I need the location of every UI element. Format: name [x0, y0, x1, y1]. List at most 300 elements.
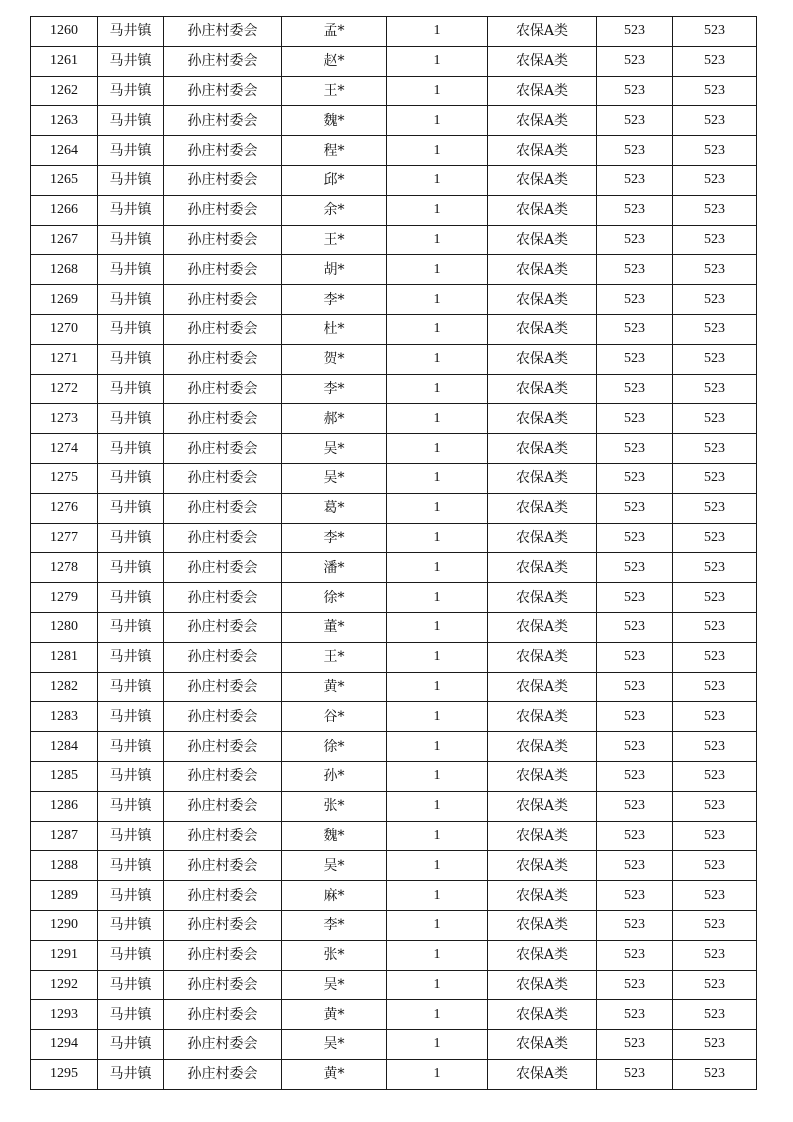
table-row: [31, 732, 757, 762]
cell-person-count: 1: [387, 940, 488, 970]
cell-serial-number: 1263: [31, 106, 98, 136]
cell-village-committee: 孙庄村委会: [164, 821, 282, 851]
cell-serial-number: 1280: [31, 612, 98, 642]
cell-town: 马井镇: [98, 940, 164, 970]
cell-village-committee: 孙庄村委会: [164, 136, 282, 166]
cell-town: 马井镇: [98, 583, 164, 613]
cell-standard-amount: 523: [597, 195, 673, 225]
cell-payment-amount: 523: [673, 1030, 757, 1060]
cell-village-committee: 孙庄村委会: [164, 76, 282, 106]
cell-serial-number: 1279: [31, 583, 98, 613]
table-row: [31, 791, 757, 821]
cell-person-count: 1: [387, 463, 488, 493]
cell-village-committee: 孙庄村委会: [164, 881, 282, 911]
cell-serial-number: 1283: [31, 702, 98, 732]
cell-town: 马井镇: [98, 195, 164, 225]
cell-standard-amount: 523: [597, 970, 673, 1000]
cell-person-count: 1: [387, 255, 488, 285]
table-row: [31, 285, 757, 315]
cell-person-name: 李*: [282, 910, 387, 940]
cell-village-committee: 孙庄村委会: [164, 106, 282, 136]
table-row: [31, 255, 757, 285]
cell-person-count: 1: [387, 523, 488, 553]
cell-town: 马井镇: [98, 821, 164, 851]
cell-standard-amount: 523: [597, 642, 673, 672]
cell-insurance-category: 农保A类: [488, 1030, 597, 1060]
cell-payment-amount: 523: [673, 910, 757, 940]
cell-standard-amount: 523: [597, 76, 673, 106]
cell-village-committee: 孙庄村委会: [164, 165, 282, 195]
cell-insurance-category: 农保A类: [488, 583, 597, 613]
cell-person-name: 李*: [282, 285, 387, 315]
cell-payment-amount: 523: [673, 404, 757, 434]
cell-insurance-category: 农保A类: [488, 1000, 597, 1030]
cell-standard-amount: 523: [597, 17, 673, 47]
cell-village-committee: 孙庄村委会: [164, 1000, 282, 1030]
cell-standard-amount: 523: [597, 463, 673, 493]
cell-town: 马井镇: [98, 17, 164, 47]
cell-town: 马井镇: [98, 314, 164, 344]
table-row: [31, 463, 757, 493]
cell-payment-amount: 523: [673, 434, 757, 464]
table-row: [31, 76, 757, 106]
cell-person-name: 吴*: [282, 851, 387, 881]
cell-person-count: 1: [387, 493, 488, 523]
table-row: [31, 404, 757, 434]
cell-insurance-category: 农保A类: [488, 523, 597, 553]
cell-serial-number: 1289: [31, 881, 98, 911]
cell-person-name: 胡*: [282, 255, 387, 285]
cell-person-count: 1: [387, 46, 488, 76]
cell-village-committee: 孙庄村委会: [164, 970, 282, 1000]
cell-village-committee: 孙庄村委会: [164, 374, 282, 404]
cell-payment-amount: 523: [673, 46, 757, 76]
cell-payment-amount: 523: [673, 821, 757, 851]
cell-village-committee: 孙庄村委会: [164, 583, 282, 613]
cell-payment-amount: 523: [673, 344, 757, 374]
cell-standard-amount: 523: [597, 791, 673, 821]
cell-town: 马井镇: [98, 285, 164, 315]
cell-person-name: 贺*: [282, 344, 387, 374]
cell-village-committee: 孙庄村委会: [164, 17, 282, 47]
table-body: [31, 17, 757, 1090]
cell-serial-number: 1288: [31, 851, 98, 881]
cell-person-count: 1: [387, 553, 488, 583]
cell-town: 马井镇: [98, 136, 164, 166]
cell-person-count: 1: [387, 404, 488, 434]
table-row: [31, 314, 757, 344]
cell-insurance-category: 农保A类: [488, 225, 597, 255]
cell-village-committee: 孙庄村委会: [164, 553, 282, 583]
cell-payment-amount: 523: [673, 255, 757, 285]
table-row: [31, 881, 757, 911]
cell-person-name: 徐*: [282, 732, 387, 762]
cell-serial-number: 1275: [31, 463, 98, 493]
cell-town: 马井镇: [98, 106, 164, 136]
cell-person-count: 1: [387, 374, 488, 404]
cell-standard-amount: 523: [597, 285, 673, 315]
cell-insurance-category: 农保A类: [488, 46, 597, 76]
cell-person-count: 1: [387, 910, 488, 940]
cell-insurance-category: 农保A类: [488, 314, 597, 344]
cell-payment-amount: 523: [673, 106, 757, 136]
cell-standard-amount: 523: [597, 910, 673, 940]
cell-serial-number: 1265: [31, 165, 98, 195]
cell-insurance-category: 农保A类: [488, 285, 597, 315]
cell-standard-amount: 523: [597, 493, 673, 523]
cell-serial-number: 1292: [31, 970, 98, 1000]
cell-insurance-category: 农保A类: [488, 1059, 597, 1089]
cell-person-name: 董*: [282, 612, 387, 642]
cell-town: 马井镇: [98, 225, 164, 255]
cell-insurance-category: 农保A类: [488, 821, 597, 851]
cell-payment-amount: 523: [673, 940, 757, 970]
cell-village-committee: 孙庄村委会: [164, 642, 282, 672]
cell-person-name: 黄*: [282, 1059, 387, 1089]
cell-person-count: 1: [387, 1030, 488, 1060]
table-row: [31, 910, 757, 940]
document-page: [30, 16, 756, 1090]
cell-serial-number: 1278: [31, 553, 98, 583]
cell-payment-amount: 523: [673, 732, 757, 762]
cell-payment-amount: 523: [673, 17, 757, 47]
cell-insurance-category: 农保A类: [488, 165, 597, 195]
cell-insurance-category: 农保A类: [488, 553, 597, 583]
cell-person-name: 王*: [282, 642, 387, 672]
cell-insurance-category: 农保A类: [488, 434, 597, 464]
cell-insurance-category: 农保A类: [488, 136, 597, 166]
table-row: [31, 106, 757, 136]
cell-person-name: 王*: [282, 225, 387, 255]
cell-person-count: 1: [387, 583, 488, 613]
cell-village-committee: 孙庄村委会: [164, 612, 282, 642]
cell-village-committee: 孙庄村委会: [164, 761, 282, 791]
cell-town: 马井镇: [98, 761, 164, 791]
cell-person-count: 1: [387, 672, 488, 702]
cell-insurance-category: 农保A类: [488, 761, 597, 791]
cell-person-count: 1: [387, 225, 488, 255]
cell-insurance-category: 农保A类: [488, 255, 597, 285]
cell-payment-amount: 523: [673, 553, 757, 583]
cell-payment-amount: 523: [673, 612, 757, 642]
cell-payment-amount: 523: [673, 583, 757, 613]
cell-town: 马井镇: [98, 1059, 164, 1089]
cell-standard-amount: 523: [597, 404, 673, 434]
cell-person-count: 1: [387, 314, 488, 344]
cell-serial-number: 1284: [31, 732, 98, 762]
cell-village-committee: 孙庄村委会: [164, 791, 282, 821]
cell-town: 马井镇: [98, 46, 164, 76]
cell-insurance-category: 农保A类: [488, 732, 597, 762]
cell-standard-amount: 523: [597, 344, 673, 374]
table-row: [31, 434, 757, 464]
cell-insurance-category: 农保A类: [488, 851, 597, 881]
table-row: [31, 344, 757, 374]
cell-insurance-category: 农保A类: [488, 970, 597, 1000]
cell-person-count: 1: [387, 851, 488, 881]
cell-person-name: 李*: [282, 523, 387, 553]
cell-town: 马井镇: [98, 434, 164, 464]
cell-payment-amount: 523: [673, 791, 757, 821]
cell-serial-number: 1293: [31, 1000, 98, 1030]
table-row: [31, 1059, 757, 1089]
cell-village-committee: 孙庄村委会: [164, 1030, 282, 1060]
cell-serial-number: 1276: [31, 493, 98, 523]
table-row: [31, 165, 757, 195]
cell-town: 马井镇: [98, 851, 164, 881]
cell-insurance-category: 农保A类: [488, 493, 597, 523]
cell-serial-number: 1286: [31, 791, 98, 821]
cell-standard-amount: 523: [597, 523, 673, 553]
cell-insurance-category: 农保A类: [488, 881, 597, 911]
cell-standard-amount: 523: [597, 851, 673, 881]
cell-village-committee: 孙庄村委会: [164, 46, 282, 76]
cell-person-count: 1: [387, 791, 488, 821]
cell-payment-amount: 523: [673, 642, 757, 672]
table-row: [31, 642, 757, 672]
cell-person-name: 徐*: [282, 583, 387, 613]
cell-standard-amount: 523: [597, 672, 673, 702]
cell-payment-amount: 523: [673, 702, 757, 732]
cell-person-name: 孙*: [282, 761, 387, 791]
cell-serial-number: 1261: [31, 46, 98, 76]
cell-person-count: 1: [387, 881, 488, 911]
cell-payment-amount: 523: [673, 523, 757, 553]
cell-village-committee: 孙庄村委会: [164, 195, 282, 225]
cell-payment-amount: 523: [673, 195, 757, 225]
cell-town: 马井镇: [98, 344, 164, 374]
cell-standard-amount: 523: [597, 732, 673, 762]
cell-standard-amount: 523: [597, 761, 673, 791]
table-row: [31, 553, 757, 583]
cell-serial-number: 1295: [31, 1059, 98, 1089]
table-row: [31, 136, 757, 166]
cell-insurance-category: 农保A类: [488, 404, 597, 434]
cell-person-name: 李*: [282, 374, 387, 404]
cell-person-name: 程*: [282, 136, 387, 166]
cell-serial-number: 1291: [31, 940, 98, 970]
cell-person-name: 黄*: [282, 672, 387, 702]
cell-serial-number: 1260: [31, 17, 98, 47]
cell-person-count: 1: [387, 344, 488, 374]
cell-payment-amount: 523: [673, 165, 757, 195]
cell-payment-amount: 523: [673, 76, 757, 106]
cell-person-count: 1: [387, 434, 488, 464]
cell-village-committee: 孙庄村委会: [164, 940, 282, 970]
cell-serial-number: 1271: [31, 344, 98, 374]
cell-village-committee: 孙庄村委会: [164, 344, 282, 374]
cell-person-name: 潘*: [282, 553, 387, 583]
cell-person-name: 魏*: [282, 821, 387, 851]
cell-serial-number: 1287: [31, 821, 98, 851]
cell-insurance-category: 农保A类: [488, 612, 597, 642]
cell-village-committee: 孙庄村委会: [164, 702, 282, 732]
cell-payment-amount: 523: [673, 374, 757, 404]
cell-serial-number: 1277: [31, 523, 98, 553]
cell-town: 马井镇: [98, 881, 164, 911]
cell-payment-amount: 523: [673, 851, 757, 881]
cell-standard-amount: 523: [597, 255, 673, 285]
cell-insurance-category: 农保A类: [488, 702, 597, 732]
cell-town: 马井镇: [98, 672, 164, 702]
table-row: [31, 46, 757, 76]
cell-person-name: 谷*: [282, 702, 387, 732]
table-row: [31, 821, 757, 851]
cell-village-committee: 孙庄村委会: [164, 851, 282, 881]
cell-serial-number: 1272: [31, 374, 98, 404]
cell-serial-number: 1273: [31, 404, 98, 434]
cell-person-name: 吴*: [282, 970, 387, 1000]
table-row: [31, 1000, 757, 1030]
cell-serial-number: 1290: [31, 910, 98, 940]
cell-person-count: 1: [387, 106, 488, 136]
beneficiary-table: [30, 16, 757, 1090]
cell-insurance-category: 农保A类: [488, 76, 597, 106]
cell-town: 马井镇: [98, 702, 164, 732]
table-row: [31, 702, 757, 732]
cell-payment-amount: 523: [673, 225, 757, 255]
cell-payment-amount: 523: [673, 1059, 757, 1089]
table-row: [31, 761, 757, 791]
cell-standard-amount: 523: [597, 136, 673, 166]
cell-insurance-category: 农保A类: [488, 344, 597, 374]
cell-person-name: 魏*: [282, 106, 387, 136]
cell-village-committee: 孙庄村委会: [164, 314, 282, 344]
table-row: [31, 672, 757, 702]
cell-payment-amount: 523: [673, 970, 757, 1000]
cell-standard-amount: 523: [597, 374, 673, 404]
cell-standard-amount: 523: [597, 702, 673, 732]
cell-person-name: 张*: [282, 791, 387, 821]
cell-village-committee: 孙庄村委会: [164, 463, 282, 493]
table-row: [31, 523, 757, 553]
cell-person-count: 1: [387, 1059, 488, 1089]
cell-town: 马井镇: [98, 553, 164, 583]
cell-standard-amount: 523: [597, 1000, 673, 1030]
cell-payment-amount: 523: [673, 493, 757, 523]
cell-serial-number: 1268: [31, 255, 98, 285]
cell-town: 马井镇: [98, 612, 164, 642]
cell-standard-amount: 523: [597, 314, 673, 344]
cell-person-name: 孟*: [282, 17, 387, 47]
cell-payment-amount: 523: [673, 463, 757, 493]
cell-insurance-category: 农保A类: [488, 106, 597, 136]
cell-standard-amount: 523: [597, 225, 673, 255]
cell-payment-amount: 523: [673, 881, 757, 911]
table-row: [31, 17, 757, 47]
cell-town: 马井镇: [98, 374, 164, 404]
cell-village-committee: 孙庄村委会: [164, 493, 282, 523]
table-row: [31, 225, 757, 255]
cell-person-name: 赵*: [282, 46, 387, 76]
cell-person-name: 吴*: [282, 463, 387, 493]
cell-village-committee: 孙庄村委会: [164, 910, 282, 940]
cell-person-name: 吴*: [282, 434, 387, 464]
cell-person-count: 1: [387, 17, 488, 47]
cell-payment-amount: 523: [673, 136, 757, 166]
cell-village-committee: 孙庄村委会: [164, 285, 282, 315]
cell-person-count: 1: [387, 1000, 488, 1030]
cell-insurance-category: 农保A类: [488, 463, 597, 493]
cell-person-count: 1: [387, 136, 488, 166]
cell-person-name: 麻*: [282, 881, 387, 911]
cell-standard-amount: 523: [597, 46, 673, 76]
cell-village-committee: 孙庄村委会: [164, 255, 282, 285]
cell-person-name: 吴*: [282, 1030, 387, 1060]
cell-town: 马井镇: [98, 1030, 164, 1060]
cell-person-name: 黄*: [282, 1000, 387, 1030]
cell-town: 马井镇: [98, 642, 164, 672]
cell-payment-amount: 523: [673, 672, 757, 702]
cell-town: 马井镇: [98, 255, 164, 285]
cell-insurance-category: 农保A类: [488, 642, 597, 672]
cell-insurance-category: 农保A类: [488, 672, 597, 702]
cell-person-count: 1: [387, 761, 488, 791]
cell-village-committee: 孙庄村委会: [164, 1059, 282, 1089]
cell-person-count: 1: [387, 821, 488, 851]
cell-person-name: 邱*: [282, 165, 387, 195]
cell-town: 马井镇: [98, 76, 164, 106]
cell-payment-amount: 523: [673, 285, 757, 315]
cell-person-count: 1: [387, 612, 488, 642]
cell-serial-number: 1281: [31, 642, 98, 672]
cell-person-count: 1: [387, 702, 488, 732]
cell-serial-number: 1269: [31, 285, 98, 315]
cell-standard-amount: 523: [597, 165, 673, 195]
table-row: [31, 195, 757, 225]
cell-town: 马井镇: [98, 493, 164, 523]
cell-serial-number: 1274: [31, 434, 98, 464]
cell-person-count: 1: [387, 970, 488, 1000]
cell-payment-amount: 523: [673, 1000, 757, 1030]
cell-insurance-category: 农保A类: [488, 17, 597, 47]
cell-town: 马井镇: [98, 165, 164, 195]
cell-standard-amount: 523: [597, 106, 673, 136]
cell-insurance-category: 农保A类: [488, 910, 597, 940]
cell-serial-number: 1262: [31, 76, 98, 106]
table-row: [31, 970, 757, 1000]
cell-standard-amount: 523: [597, 553, 673, 583]
cell-standard-amount: 523: [597, 434, 673, 464]
cell-town: 马井镇: [98, 732, 164, 762]
table-row: [31, 851, 757, 881]
cell-village-committee: 孙庄村委会: [164, 732, 282, 762]
cell-person-name: 葛*: [282, 493, 387, 523]
cell-town: 马井镇: [98, 910, 164, 940]
cell-serial-number: 1285: [31, 761, 98, 791]
cell-standard-amount: 523: [597, 583, 673, 613]
cell-person-name: 郝*: [282, 404, 387, 434]
cell-serial-number: 1270: [31, 314, 98, 344]
table-row: [31, 940, 757, 970]
cell-person-count: 1: [387, 76, 488, 106]
cell-person-name: 余*: [282, 195, 387, 225]
table-row: [31, 493, 757, 523]
cell-person-name: 杜*: [282, 314, 387, 344]
cell-serial-number: 1294: [31, 1030, 98, 1060]
cell-insurance-category: 农保A类: [488, 940, 597, 970]
cell-serial-number: 1282: [31, 672, 98, 702]
cell-town: 马井镇: [98, 463, 164, 493]
cell-insurance-category: 农保A类: [488, 374, 597, 404]
cell-standard-amount: 523: [597, 821, 673, 851]
cell-town: 马井镇: [98, 970, 164, 1000]
table-row: [31, 583, 757, 613]
cell-town: 马井镇: [98, 404, 164, 434]
cell-serial-number: 1266: [31, 195, 98, 225]
cell-payment-amount: 523: [673, 314, 757, 344]
cell-standard-amount: 523: [597, 881, 673, 911]
